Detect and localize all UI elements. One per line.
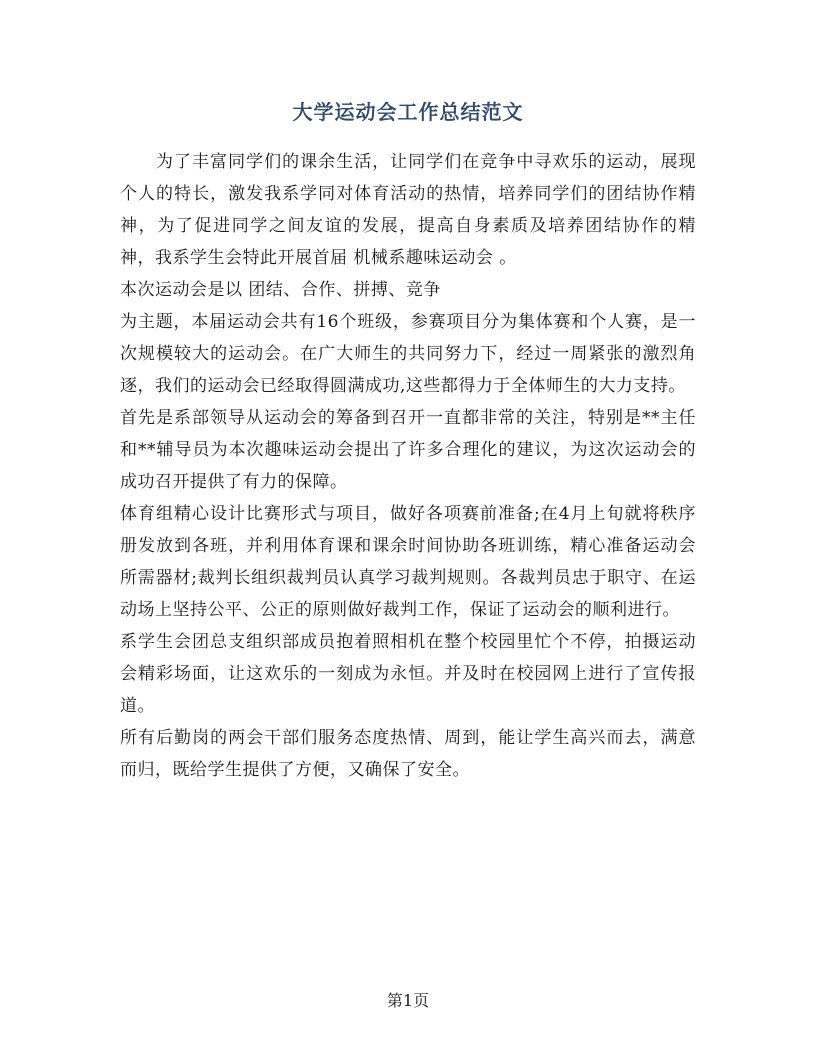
- paragraph-student-union: 系学生会团总支组织部成员抱着照相机在整个校园里忙个不停，拍摄运动会精彩场面，让这欢乐的一刻成为永恒。并及时在校园网上进行了宣传报道。: [120, 632, 696, 716]
- paragraph-logistics: 所有后勤岗的两会干部们服务态度热情、周到，能让学生高兴而去，满意而归，既给学生提供了方便，又确保了安全。: [120, 728, 696, 780]
- paragraph-leadership: 首先是系部领导从运动会的筹备到召开一直都非常的关注，特别是**主任和**辅导员为本次趣味运动会提出了许多合理化的建议，为这次运动会的成功召开提供了有力的保障。: [120, 408, 696, 492]
- paragraph-sports-group: 体育组精心设计比赛形式与项目，做好各项赛前准备;在4月上旬就将秩序册发放到各班，并利用体育课和课余时间协助各班训练，精心准备运动会所需器材;裁判长组织裁判员认真学习裁判规则。各裁判员忠于职守、在运动场上坚持公平、公正的原则做好裁判工作，保证了运动会的顺利进行。: [120, 504, 696, 620]
- document-title: 大学运动会工作总结范文: [292, 100, 524, 124]
- page-number: 第1页: [386, 991, 430, 1010]
- paragraph-intro: 为了丰富同学们的课余生活，让同学们在竞争中寻欢乐的运动，展现个人的特长，激发我系学同对体育活动的热情，培养同学们的团结协作精神，为了促进同学之间友谊的发展，提高自身素质及培养团结协作的精神，我系学生会特此开展首届 机械系趣味运动会 。: [120, 152, 696, 268]
- paragraph-theme: 本次运动会是以 团结、合作、拼搏、竞争: [120, 280, 441, 300]
- document-body: [120, 146, 696, 786]
- paragraph-overview: 为主题，本届运动会共有16个班级，参赛项目分为集体赛和个人赛，是一次规模较大的运动会。在广大师生的共同努力下，经过一周紧张的激烈角逐，我们的运动会已经取得圆满成功,这些都得力于全体师生的大力支持。: [120, 312, 696, 396]
